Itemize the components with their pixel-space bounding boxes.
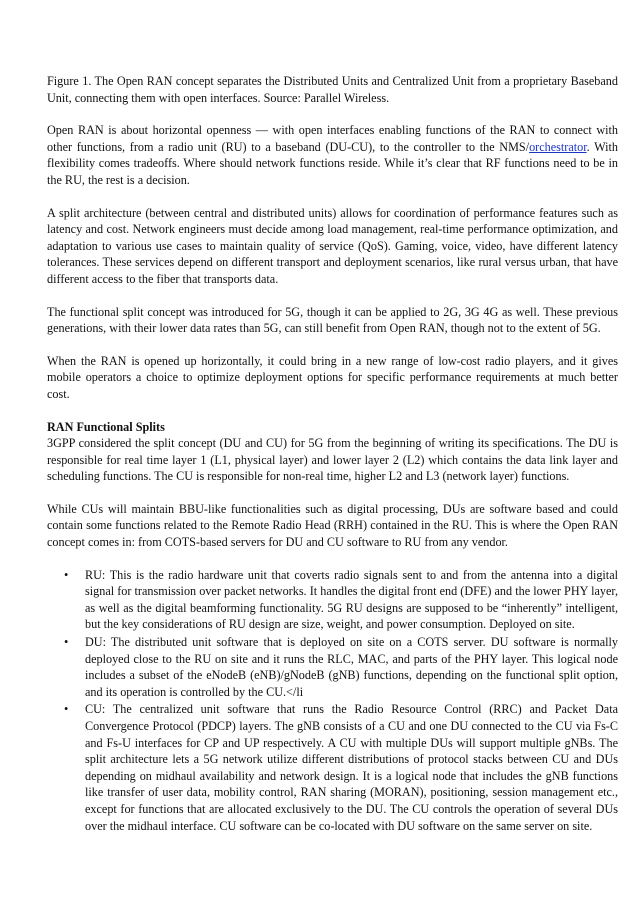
paragraph-cu-du-functions: While CUs will maintain BBU-like functionalities such as digital processing, DUs are software based and could contain some functions related to the Remote Radio Head (RRH) contained in the RU. This is where the Open RAN concept comes in: from COTS-based servers for DU and CU software to RU from any vendor. bbox=[47, 501, 618, 550]
bullet-icon: • bbox=[64, 567, 69, 582]
paragraph-horizontal-opening: When the RAN is opened up horizontally, it could bring in a new range of low-cost radio players, and it gives mobile operators a choice to optimize deployment options for specific performance requirements at much better cost. bbox=[47, 353, 618, 401]
paragraph-text: Open RAN is about horizontal openness — with open interfaces enabling functions of the RAN to connect with other functions, from a radio unit (RU) to a baseband (DU-CU), to the controller to the NMS/ bbox=[47, 123, 618, 154]
list-item-cu bbox=[47, 701, 618, 834]
paragraph-split-architecture: A split architecture (between central and distributed units) allows for coordination of performance features such as latency and cost. Network engineers must decide among load management, real-time performance optimization, and adaptation to various use cases to maintain quality of service (QoS). Gaming, voice, video, have different latency tolerances. These services depend on different transport and deployment scenarios, like rural versus urban, that have different access to the fiber that transports data. bbox=[47, 205, 618, 286]
bullet-list bbox=[47, 567, 618, 835]
paragraph-open-ran-intro bbox=[47, 122, 618, 188]
list-item-du bbox=[47, 634, 618, 700]
figure-caption: Figure 1. The Open RAN concept separates the Distributed Units and Centralized Unit from a proprietary Baseband Unit, connecting them with open interfaces. Source: Parallel Wireless. bbox=[47, 74, 618, 105]
list-item-text: CU: The centralized unit software that runs the Radio Resource Control (RRC) and Packet Data Convergence Protocol (PDCP) layers. The gNB consists of a CU and one DU connected to the CU via Fs-C and Fs-U interfaces for CP and UP respectively. A CU with multiple DUs will support multiple gNBs. The split architecture lets a 5G network utilize different distributions of protocol stacks between CU and DUs depending on midhaul availability and network design. It is a logical node that includes the gNB functions like transfer of user data, mobility control, RAN sharing (MORAN), positioning, session management etc., except for functions that are allocated exclusively to the DU. The CU controls the operation of several DUs over the midhaul interface. CU software can be co-located with DU software on the same server on site. bbox=[85, 702, 618, 833]
paragraph-3gpp-split: 3GPP considered the split concept (DU and CU) for 5G from the beginning of writing its specifications. The DU is responsible for real time layer 1 (L1, physical layer) and lower layer 2 (L2) which contains the data link layer and scheduling functions. The CU is responsible for non-real time, higher L2 and L3 (network layer) functions. bbox=[47, 436, 618, 484]
orchestrator-link[interactable]: orchestrator bbox=[529, 139, 587, 154]
bullet-icon: • bbox=[64, 702, 69, 717]
section-heading: RAN Functional Splits bbox=[47, 419, 165, 434]
list-item-ru bbox=[47, 567, 618, 633]
bullet-icon: • bbox=[64, 635, 69, 650]
paragraph-functional-split: The functional split concept was introduced for 5G, though it can be applied to 2G, 3G 4G as well. These previous generations, with their lower data rates than 5G, can still benefit from Open RAN, though not to the extent of 5G. bbox=[47, 304, 618, 336]
paragraph-text: . With flexibility comes tradeoffs. Where should network functions reside. While it’s clear that RF functions need to be in the RU, the rest is a decision. bbox=[47, 139, 618, 187]
list-item-text: RU: This is the radio hardware unit that coverts radio signals sent to and from the antenna into a digital signal for transmission over packet networks. It handles the digital front end (DFE) and the lower PHY layer, as well as the digital beamforming functionality. 5G RU designs are supposed to be “inherently” intelligent, but the key considerations of RU design are size, weight, and power consumption. Deployed on site. bbox=[85, 567, 618, 632]
list-item-text: DU: The distributed unit software that is deployed on site on a COTS server. DU software is normally deployed close to the RU on site and it runs the RLC, MAC, and parts of the PHY layer. This logical node includes a subset of the eNodeB (eNB)/gNodeB (gNB) functions, depending on the functional split option, and its operation is controlled by the CU.</li bbox=[85, 635, 618, 699]
